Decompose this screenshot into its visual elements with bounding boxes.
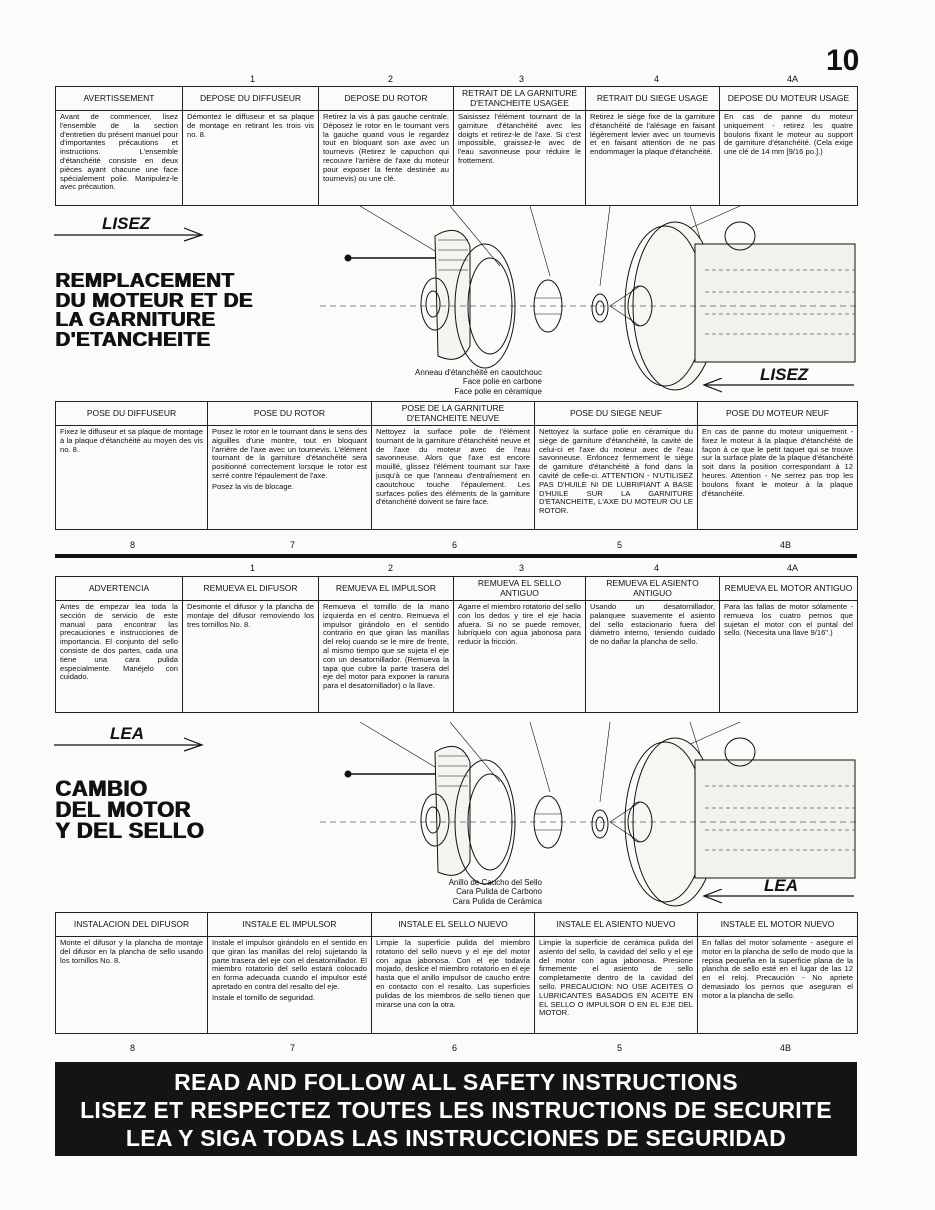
safety-banner [55,1062,857,1156]
read-label-top-es: LEA [110,724,144,743]
title-line: DEL MOTOR [55,797,191,823]
title-line: Y DEL SELLO [55,818,204,844]
step-header: REMUEVA EL DIFUSOR [183,577,319,601]
step-number: 4 [654,563,660,573]
step-number: 5 [617,1043,623,1053]
step-text: Para las fallas de motor sólamente - remueva los cuatro pernos que sujetan el motor con el puntal del sello. (Necesita una llave 9/16".) [720,601,858,713]
step-header: POSE DE LA GARNITURE D'ETANCHEITE NEUVE [372,402,535,426]
title-line: CAMBIO [55,776,148,801]
step-number: 7 [290,1043,296,1053]
step-header: POSE DU DIFFUSEUR [56,402,208,426]
step-header: DEPOSE DU ROTOR [319,87,454,111]
left-arrow-icon [700,378,858,394]
step-number: 4A [787,563,799,573]
step-text: Retirez la vis à pas gauche centrale. Déposez le rotor en le tournant vers la gauche quand vous le regardez tout en bloquant son axe avec un tournevis (Retirez le capuchon qui recouvre l'arrière de l'axe du moteur pour exposer la fente destinée au tournevis) ou une clé. [319,111,454,206]
step-header: POSE DU SIEGE NEUF [535,402,698,426]
banner-line: READ AND FOLLOW ALL SAFETY INSTRUCTIONS [174,1069,738,1095]
step-text: Monte el difusor y la plancha de montaje del difusor en la plancha de sello usando los tornillos No. 8. [56,937,208,1034]
step-number: 3 [519,563,525,573]
banner-line: LISEZ ET RESPECTEZ TOUTES LES INSTRUCTIONS DE SECURITE [80,1097,832,1123]
step-text: Limpie la superficie de cerámica pulida del asiento del sello, la cavidad del sello y el eje del motor con agua jabonosa. Presione firmemente el asiento de sello completamente dentro de la cavidad del sello. PRECAUCION: NO USE ACEITES O LUBRICANTES BASADOS EN ACEITE EN EL SELLO O IMPULSOR O EN EL EJE DEL MOTOR. [535,937,698,1034]
step-number: 1 [250,74,256,84]
step-header: REMUEVA EL SELLO ANTIGUO [454,577,586,601]
step-header: RETRAIT DE LA GARNITURE D'ETANCHEITE USAGEE [454,87,586,111]
step-number: 4 [654,74,660,84]
seal-callouts-fr [330,368,542,396]
read-label-bottom-fr: LISEZ [760,365,809,384]
step-text: Antes de empezar lea toda la sección de servicio de este manual para encontrar las precauciones e instrucciones de importancia. El conjunto del sello consiste de dos partes, cada una tiene una cara pulida especialmente. Manéjelo con cuidado. [56,601,183,713]
step-text [208,426,372,530]
step-header: AVERTISSEMENT [56,87,183,111]
callout-label: Face polie en céramique [454,386,542,396]
step-text: Retirez le siège fixe de la garniture d'étanchéité de l'alésage en faisant légèrement levier avec un tournevis et en faisant attention de ne pas endommager la plaque d'étanchéité. [586,111,720,206]
step-header: REMUEVA EL MOTOR ANTIGUO [720,577,858,601]
callout-label: Anillo de Caucho del Sello [448,878,542,887]
callout-label: Cara Pulida de Cerámica [452,896,542,906]
callout-label: Face polie en carbone [462,377,542,387]
step-number: 2 [388,563,394,573]
step-header: POSE DU ROTOR [208,402,372,426]
step-number: 4A [787,74,799,84]
read-label-top-fr: LISEZ [102,214,151,233]
step-header: INSTALE EL MOTOR NUEVO [698,913,858,937]
step-header: INSTALACION DEL DIFUSOR [56,913,208,937]
callout-label: Anneau d'étanchéité en caoutchouc [415,368,542,377]
removal-steps-table-fr [55,86,858,206]
step-paragraph: Posez le rotor en le tournant dans le sens des aiguilles d'une montre, tout en bloquant l'arrière de l'axe avec un tournevis. L'élément tournant de la garniture d'étanchéité sera positionné correctement lorsque le rotor est serré contre l'épaulement de l'axe. [212,427,367,480]
step-paragraph: Instale el tornillo de seguridad. [212,992,316,1002]
banner-line: LEA Y SIGA TODAS LAS INSTRUCCIONES DE SEGURIDAD [125,1125,787,1151]
step-number: 6 [452,1043,458,1053]
section-title-es [55,776,204,844]
step-header: DEPOSE DU DIFFUSEUR [183,87,319,111]
step-text: Usando un desatornillador, palanquee suavemente el asiento del sello estacionario fuera del diámetro interno, teniendo cuidado de no dañar la plancha de sello. [586,601,720,713]
step-number: 8 [130,540,136,550]
step-number: 1 [250,563,256,573]
step-number: 2 [388,74,394,84]
title-line: D'ETANCHEITE [55,328,211,352]
step-number: 6 [452,540,458,550]
step-header: RETRAIT DU SIEGE USAGE [586,87,720,111]
step-text: En cas de panne du moteur uniquement - fixez le moteur à la plaque d'étanchéité de façon à ce que le petit taquet qui se trouve sur la surface plate de la plaque d'étanchéité soit dans la position correspondant à 12 heures. Attention - Ne serrez pas trop les boulons fixant le moteur à la plaque d'étanchéité. [698,426,858,530]
step-text: Desmonte el difusor y la plancha de montaje del difusor removiendo los tres tornillos No. 8. [183,601,319,713]
removal-steps-table-es [55,576,858,713]
step-header: POSE DU MOTEUR NEUF [698,402,858,426]
title-line: DU MOTEUR ET DE [55,288,253,312]
step-text: Avant de commencer, lisez l'ensemble de la section d'entretien du présent manuel pour d'importantes précautions et instructions. L'ensemble d'étanchéité consiste en deux pièces ayant chacune une face spécialement polie. Manipulez-le avec précaution. [56,111,183,206]
step-numbers-bottom-fr [55,540,857,552]
step-number: 5 [617,540,623,550]
right-arrow-icon [52,226,207,242]
read-label-bottom-es: LEA [764,876,798,895]
step-text: Nettoyez la surface polie de l'élément tournant de la garniture d'étanchéité neuve et de l'axe du moteur avec de l'eau savonneuse. Alors que l'axe est encore mouillé, glissez l'élément tournant sur l'axe jusqu'à ce que l'anneau d'entraînement en caoutchouc touche l'épaulement. Les surfaces polies des éléments de la garniture d'étanchéité doivent se faire face. [372,426,535,530]
section-divider [55,554,857,558]
step-text: En cas de panne du moteur uniquement - retirez les quatre boulons fixant le moteur au support de garniture d'étanchéité. (Cela exige une clé de 14 mm [9/16 po.].) [720,111,858,206]
step-header: ADVERTENCIA [56,577,183,601]
install-steps-table-es [55,912,858,1034]
step-header: REMUEVA EL ASIENTO ANTIGUO [586,577,720,601]
step-header: INSTALE EL IMPULSOR [208,913,372,937]
step-text: Limpie la superficie pulida del miembro rotatorio del sello nuevo y el eje del motor con agua jabonosa. Con el eje todavía mojado, deslice el miembro rotatorio en el eje hasta que el anillo impulsor de caucho entre en contacto con el resalto. Las superficies pulidas de los miembros de sello tienen que mirarse una con la otra. [372,937,535,1034]
seal-callouts-es [360,878,542,906]
step-paragraph: Posez la vis de blocage. [212,481,294,491]
step-number: 3 [519,74,525,84]
step-numbers-bottom-es [55,1043,857,1055]
step-header: DEPOSE DU MOTEUR USAGE [720,87,858,111]
step-numbers-top-fr [55,74,857,86]
step-text: Agarre el miembro rotatorio del sello con los dedos y tire el eje hacia afuera. Si no se puede remover, lubríquelo con agua jabonosa para reducir la fricción. [454,601,586,713]
section-title-fr [55,271,253,350]
step-number: 4B [780,540,792,550]
step-number: 7 [290,540,296,550]
step-paragraph: Instale el impulsor girándolo en el sentido en que giran las manillas del reloj sujetando la parte trasera del eje con el desatornillador. El miembro rotatorio del sello estará colocado en forma adecuada cuando el impulsor esté apretado en contra del resalto del eje. [212,938,367,991]
step-number: 4B [780,1043,792,1053]
step-header: INSTALE EL ASIENTO NUEVO [535,913,698,937]
step-text: Nettoyez la surface polie en céramique du siège de garniture d'étanchéité, la cavité de celui-ci et l'axe du moteur avec de l'eau savonneuse. Enfoncez fermement le siège de garniture d'étanchéité à fond dans la cavité de celle-ci. ATTENTION - N'UTILISEZ PAS D'HUILE NI DE LUBRIFIANT A BASE D'HUILE SUR LA GARNITURE D'ETANCHEITE, L'AXE DU MOTEUR OU LE ROTOR. [535,426,698,530]
page-number: 10 [826,44,860,77]
step-text: Fixez le diffuseur et sa plaque de montage à la plaque d'étanchéité au moyen des vis no. 8. [56,426,208,530]
right-arrow-icon [52,736,207,752]
step-number: 8 [130,1043,136,1053]
step-numbers-top-es [55,563,857,575]
step-text: En fallas del motor solamente - asegure el motor en la plancha de sello de modo que la repisa pequeña en la superficie plana de la plancha de sello esté en el lugar de las 12 en el reloj. Precaución - No apriete demasiado los pernos que aseguran el motor a la plancha de sello. [698,937,858,1034]
step-header: INSTALE EL SELLO NUEVO [372,913,535,937]
step-text: Démontez le diffuseur et sa plaque de montage en retirant les trois vis no. 8. [183,111,319,206]
install-steps-table-fr [55,401,858,530]
step-header: REMUEVA EL IMPULSOR [319,577,454,601]
step-text: Remueva el tornillo de la mano izquierda en el centro. Remueva el impulsor girándolo en el sentido contrario en que giran las manillas del reloj cuando se le mire de frente, al mismo tiempo que se sujeta el eje con un desatornillador. (Remueva la tapa que cubre la parte trasera del eje del motor para exponer la ranura para el desatornillador) o la llave. [319,601,454,713]
step-text [208,937,372,1034]
title-line: REMPLACEMENT [55,269,235,292]
step-text: Saisissez l'élément tournant de la garniture d'étanchéité avec les doigts et retirez-le de l'axe. Si c'est impossible, graissez-le avec de l'eau savonneuse pour réduire le frottement. [454,111,586,206]
title-line: LA GARNITURE [55,308,216,332]
left-arrow-icon [700,889,858,905]
callout-label: Cara Pulida de Carbono [456,887,542,897]
